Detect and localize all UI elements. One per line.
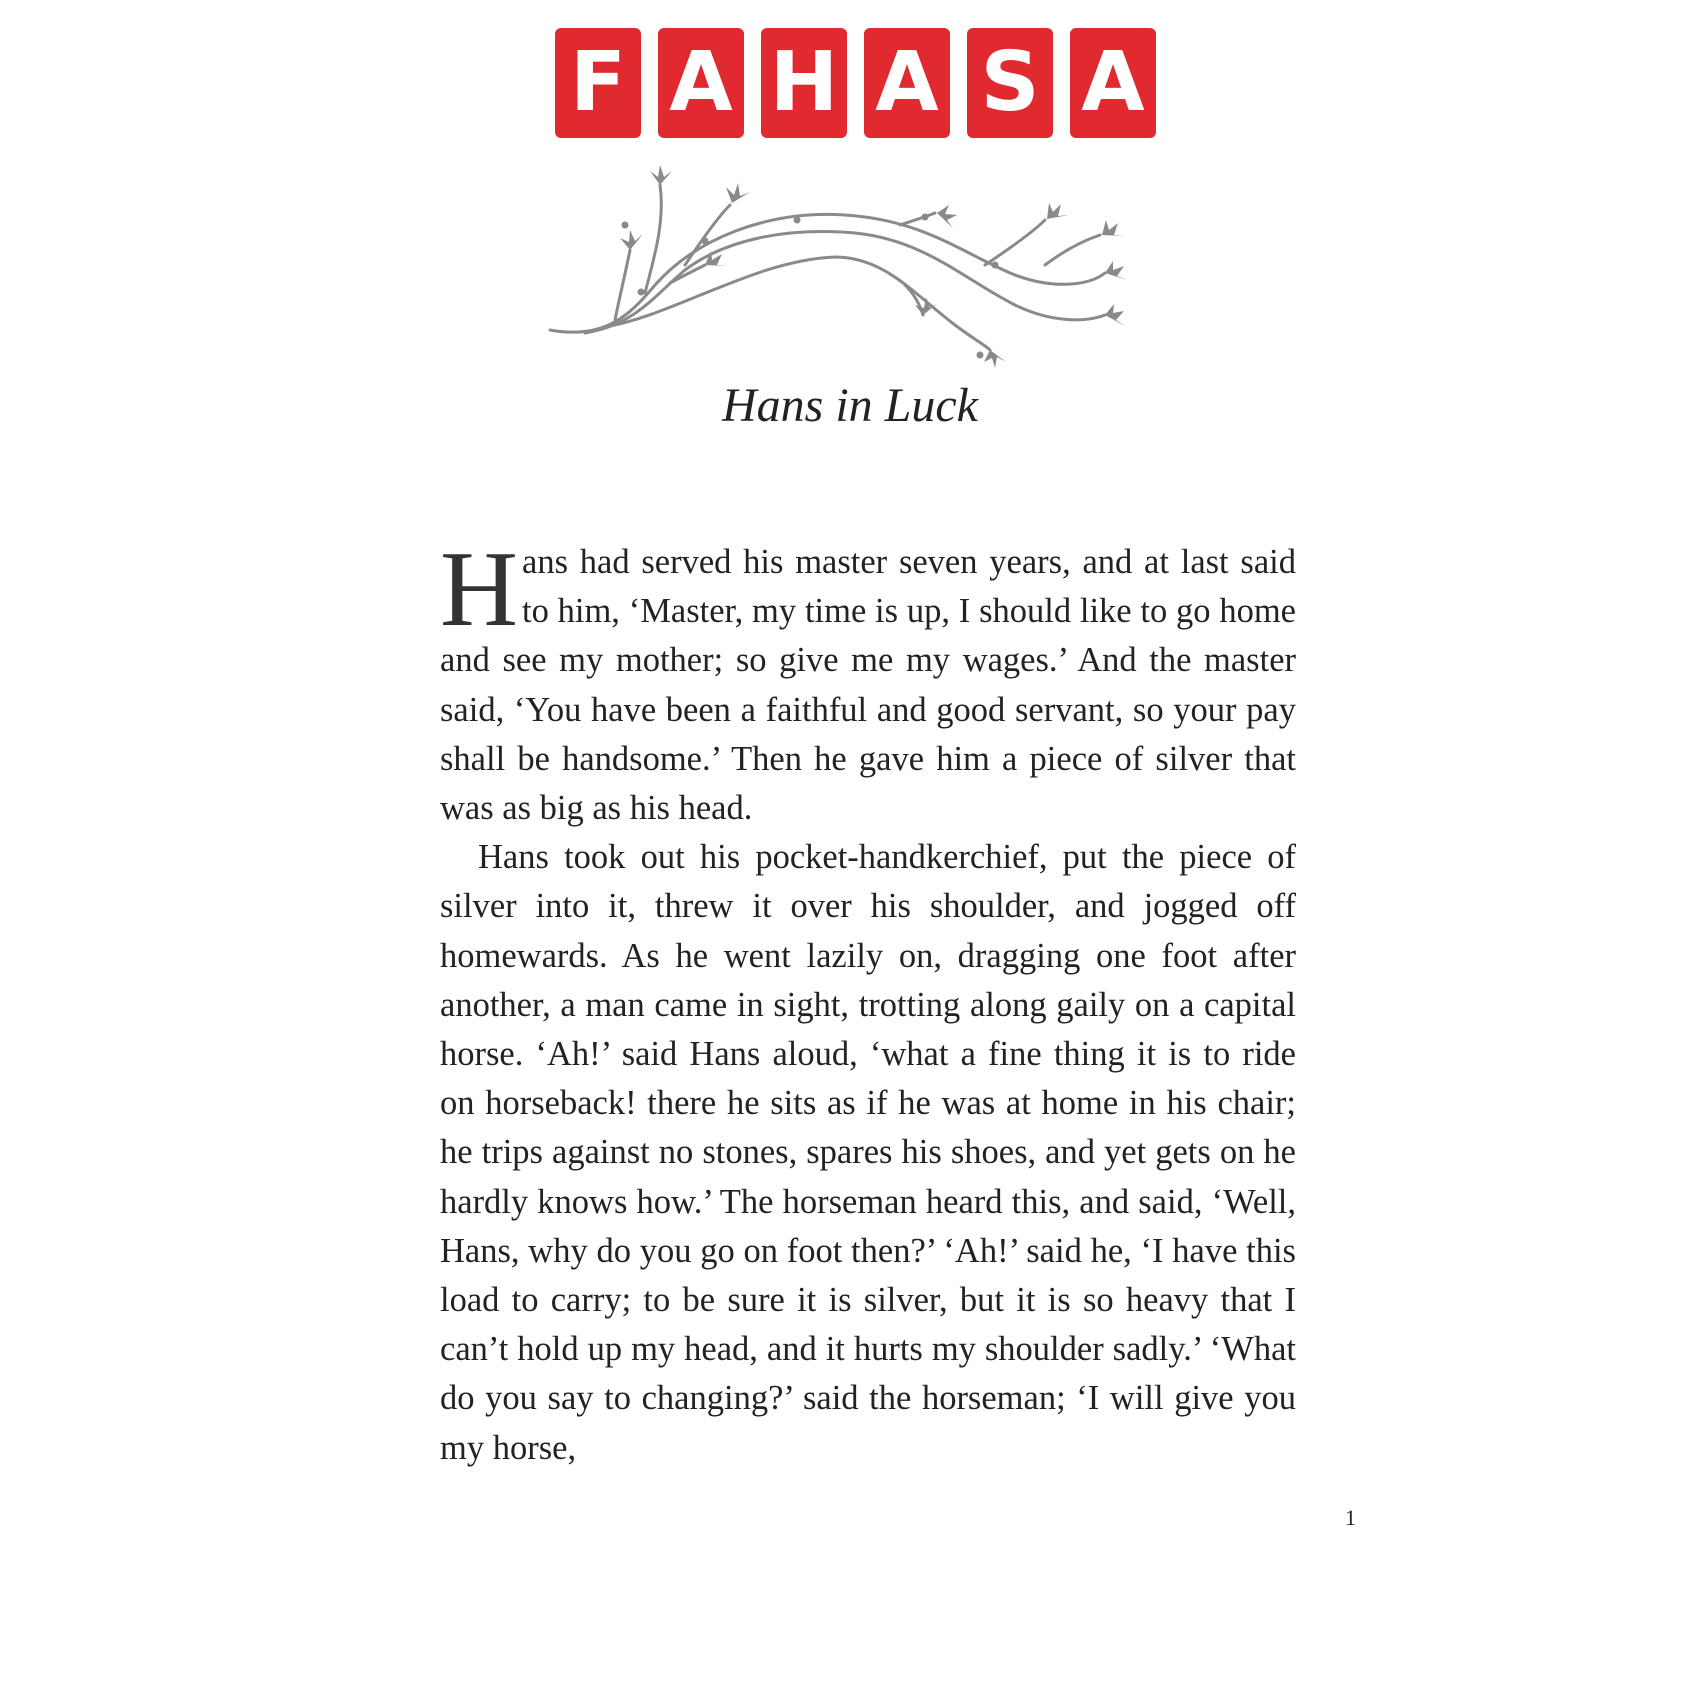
fahasa-logo — [555, 28, 1156, 138]
logo-letter: A — [875, 35, 939, 130]
drop-cap: H — [440, 530, 518, 649]
logo-tile — [864, 28, 950, 138]
chapter-title: Hans in Luck — [722, 379, 978, 432]
logo-tile — [761, 28, 847, 138]
logo-letter: H — [769, 35, 839, 130]
logo-tile — [658, 28, 744, 138]
body-text — [440, 530, 1296, 1473]
paragraph — [440, 530, 1296, 833]
logo-tile — [1070, 28, 1156, 138]
page-number: 1 — [1345, 1505, 1356, 1530]
logo-letter: S — [980, 35, 1040, 130]
logo-letter: A — [669, 35, 733, 130]
logo-letter: A — [1081, 35, 1145, 130]
logo-letter: F — [569, 35, 626, 130]
paragraph: Hans took out his pocket-handkerchief, put the piece of silver into it, threw it over his shoulder, and jogged off homewards. As he went lazily on, dragging one foot after another, a man came in sight, trotting along gaily on a capital horse. ‘Ah!’ said Hans aloud, ‘what a fine thing it is to ride on horseback! there he sits as if he was at home in his chair; he trips against no stones, spares his shoes, and yet gets on he hardly knows how.’ The horseman heard this, and said, ‘Well, Hans, why do you go on foot then?’ ‘Ah!’ said he, ‘I have this load to carry; to be sure it is silver, but it is so heavy that I can’t hold up my head, and it hurts my shoulder sadly.’ ‘What do you say to changing?’ said the horseman; ‘I will give you my horse, — [440, 838, 1296, 1467]
paragraph-text: ans had served his master seven years, and at last said to him, ‘Master, my time is up, I should like to go home and see my mother; so give me my wages.’ And the master said, ‘You have been a faithful and good servant, so your pay shall be handsome.’ Then he gave him a piece of silver that was as big as his head. — [440, 543, 1296, 828]
floral-vine-ornament-icon — [545, 165, 1175, 375]
logo-tile — [555, 28, 641, 138]
logo-tile — [967, 28, 1053, 138]
